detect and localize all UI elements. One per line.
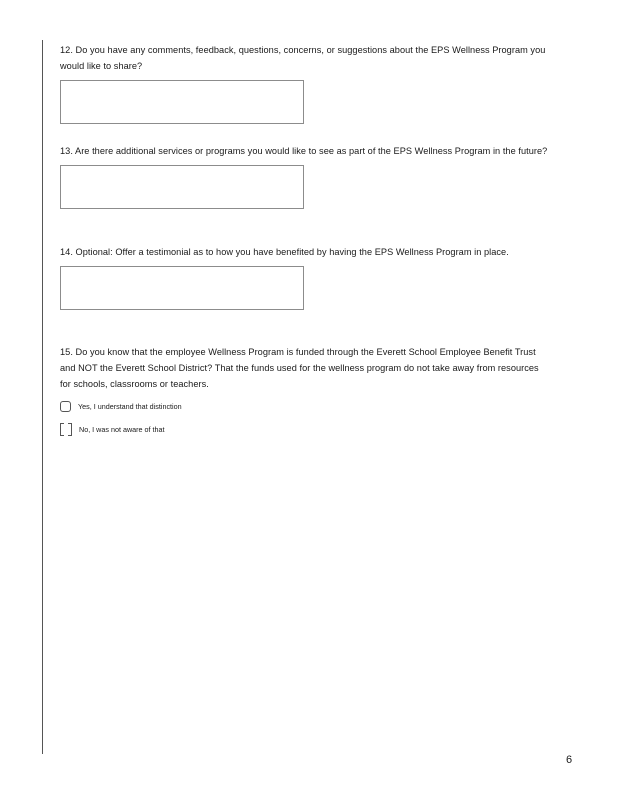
- question-13-answer-field[interactable]: [60, 165, 304, 209]
- question-15: [60, 344, 550, 392]
- question-15-text: 15. Do you know that the employee Wellness Program is funded through the Everett School Employee Benefit Trust and NOT the Everett School District? That the funds used for the wellness program do not take away from resources for schools, classrooms or teachers.: [60, 347, 539, 389]
- question-14: [60, 244, 550, 310]
- question-13-text: 13. Are there additional services or programs you would like to see as part of the EPS Wellness Program in the future?: [60, 146, 548, 156]
- question-13: [60, 143, 550, 209]
- left-margin-rule: [42, 40, 43, 754]
- question-12-answer-field[interactable]: [60, 80, 304, 124]
- question-12: [60, 42, 550, 124]
- option-yes-label: Yes, I understand that distinction: [78, 401, 182, 411]
- option-no-checkbox[interactable]: [60, 423, 72, 435]
- option-no-label: No, I was not aware of that: [79, 424, 165, 434]
- page-number: 6: [566, 754, 573, 766]
- question-14-answer-field[interactable]: [60, 266, 304, 310]
- question-12-text: 12. Do you have any comments, feedback, questions, concerns, or suggestions about the EPS Wellness Program you would like to share?: [60, 45, 546, 71]
- question-14-text: 14. Optional: Offer a testimonial as to how you have benefited by having the EPS Wellness Program in place.: [60, 247, 509, 257]
- option-yes[interactable]: [60, 399, 182, 413]
- option-no[interactable]: [60, 422, 165, 436]
- option-yes-radio[interactable]: [60, 401, 71, 412]
